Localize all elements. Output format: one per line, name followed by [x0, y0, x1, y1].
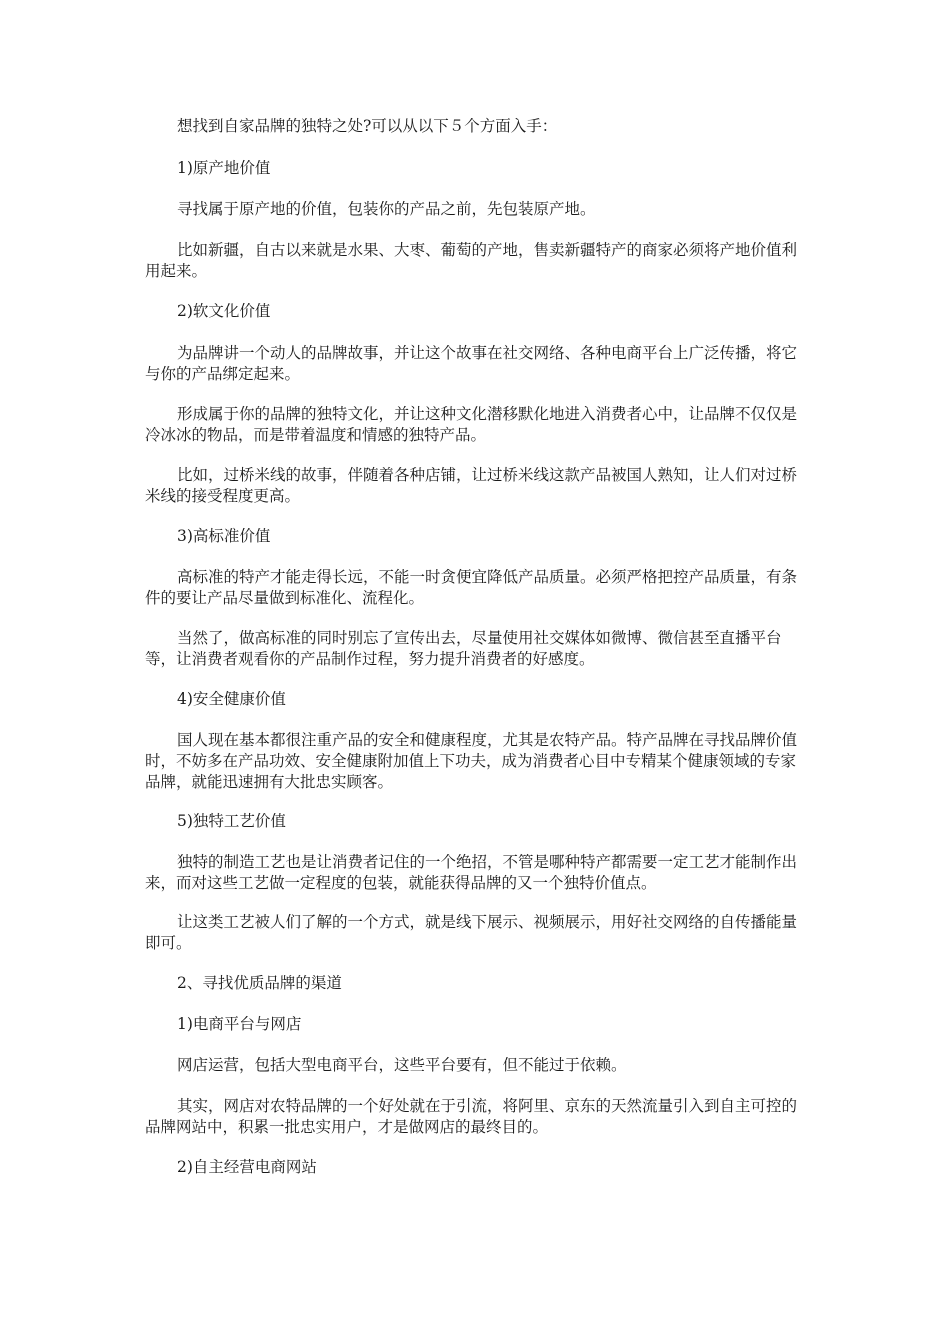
paragraph: 国人现在基本都很注重产品的安全和健康程度，尤其是农特产品。特产品牌在寻找品牌价值时，不妨多在产品功效、安全健康附加值上下功夫，成为消费者心目中专精某个健康领域的专家品牌，就能迅速拥有大批忠实顾客。: [145, 731, 798, 791]
heading-origin-value: 1)原产地价值: [177, 159, 271, 177]
intro-paragraph: 想找到自家品牌的独特之处?可以从以下５个方面入手：: [177, 117, 558, 135]
heading-own-ecommerce-site: 2)自主经营电商网站: [177, 1158, 317, 1176]
heading-safety-health-value: 4)安全健康价值: [177, 690, 286, 708]
heading-ecommerce-platforms: 1)电商平台与网店: [177, 1015, 302, 1033]
paragraph: 其实，网店对农特品牌的一个好处就在于引流，将阿里、京东的天然流量引入到自主可控的品牌网站中，积累一批忠实用户，才是做网店的最终目的。: [145, 1097, 798, 1136]
heading-unique-craft-value: 5)独特工艺价值: [177, 812, 286, 830]
heading-high-standard-value: 3)高标准价值: [177, 527, 271, 545]
paragraph: 网店运营，包括大型电商平台，这些平台要有，但不能过于依赖。: [177, 1056, 627, 1074]
paragraph: 比如，过桥米线的故事，伴随着各种店铺，让过桥米线这款产品被国人熟知，让人们对过桥米线的接受程度更高。: [145, 466, 798, 505]
paragraph: 当然了，做高标准的同时别忘了宣传出去，尽量使用社交媒体如微博、微信甚至直播平台等，让消费者观看你的产品制作过程，努力提升消费者的好感度。: [145, 629, 782, 668]
paragraph: 比如新疆，自古以来就是水果、大枣、葡萄的产地，售卖新疆特产的商家必须将产地价值利用起来。: [145, 241, 798, 280]
paragraph: 形成属于你的品牌的独特文化，并让这种文化潜移默化地进入消费者心中，让品牌不仅仅是冷冰冰的物品，而是带着温度和情感的独特产品。: [145, 405, 798, 444]
paragraph: 寻找属于原产地的价值，包装你的产品之前，先包装原产地。: [177, 200, 596, 218]
paragraph: 独特的制造工艺也是让消费者记住的一个绝招，不管是哪种特产都需要一定工艺才能制作出来，而对这些工艺做一定程度的包装，就能获得品牌的又一个独特价值点。: [145, 853, 798, 892]
paragraph: 高标准的特产才能走得长远，不能一时贪便宜降低产品质量。必须严格把控产品质量，有条件的要让产品尽量做到标准化、流程化。: [145, 568, 798, 607]
paragraph: 让这类工艺被人们了解的一个方式，就是线下展示、视频展示，用好社交网络的自传播能量即可。: [145, 913, 798, 952]
heading-soft-culture-value: 2)软文化价值: [177, 302, 271, 320]
section-heading-channels: 2、寻找优质品牌的渠道: [177, 974, 342, 992]
paragraph: 为品牌讲一个动人的品牌故事，并让这个故事在社交网络、各种电商平台上广泛传播，将它与你的产品绑定起来。: [145, 344, 798, 383]
